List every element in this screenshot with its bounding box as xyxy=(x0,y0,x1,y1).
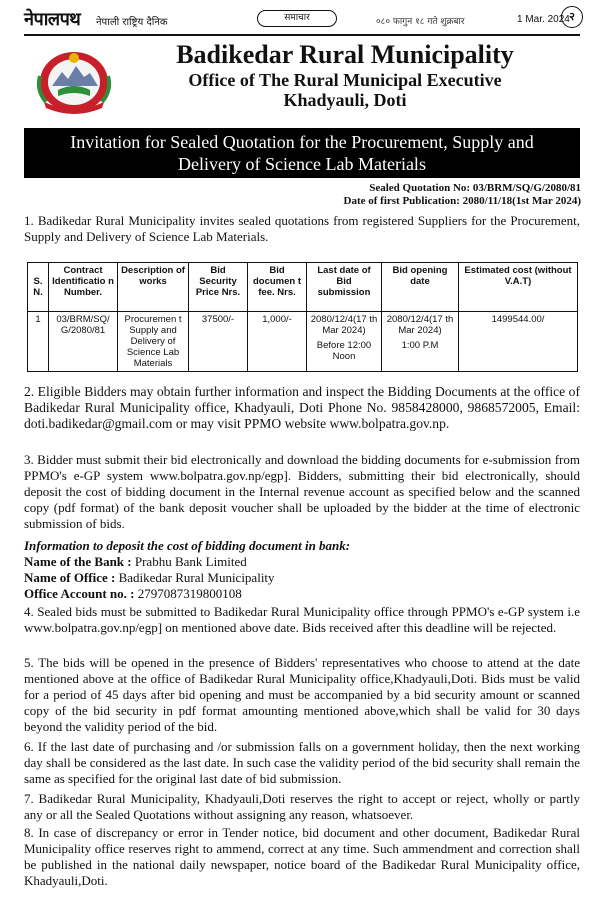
col-header-sn: S. N. xyxy=(28,263,49,312)
quotation-number: Sealed Quotation No: 03/BRM/SQ/G/2080/81 xyxy=(369,182,581,194)
issuer-heading xyxy=(120,40,570,110)
last-date-time: Before 12:00 Noon xyxy=(316,340,372,362)
col-header-estimate: Estimated cost (without V.A.T) xyxy=(459,263,578,312)
bank-name-label: Name of the Bank : xyxy=(24,554,135,569)
bank-name-value: Prabhu Bank Limited xyxy=(134,554,247,569)
col-header-doc-fee: Bid documen t fee. Nrs. xyxy=(248,263,307,312)
last-date-value: 2080/12/4(17 th Mar 2024) xyxy=(310,314,378,336)
paragraph-7: 7. Badikedar Rural Municipality, Khadyauli,Doti reserves the right to accept or reject, wholly or partly any or all the Sealed Quotations without assigning any reason, whatsoever. xyxy=(24,791,580,822)
table-row xyxy=(28,312,578,372)
nepal-emblem-icon xyxy=(32,46,116,116)
banner-line-2: Delivery of Science Lab Materials xyxy=(178,154,426,174)
paragraph-8: 8. In case of discrepancy or error in Tender notice, bid document and other document, Badikedar Rural Municipality office reserves right to ammend, correct at any time. Such ammendment and correction shall be published in the national daily newspaper, notice board of the Badikedar Rural Municipality office, Khadyauli,Doti. xyxy=(24,825,580,888)
opening-date-value: 2080/12/4(17 th Mar 2024) xyxy=(386,314,454,336)
bank-name-line xyxy=(24,554,580,570)
cell-security: 37500/- xyxy=(189,312,248,372)
account-value: 2797087319800108 xyxy=(137,586,242,601)
organization-name: Badikedar Rural Municipality xyxy=(176,40,514,69)
cell-estimate: 1499544.00/ xyxy=(459,312,578,372)
office-location: Khadyauli, Doti xyxy=(283,90,407,110)
col-header-bid-security: Bid Security Price Nrs. xyxy=(189,263,248,312)
col-header-last-date: Last date of Bid submission xyxy=(307,263,382,312)
office-name-line xyxy=(24,570,580,586)
first-publication-date: Date of first Publication: 2080/11/18(1st Mar 2024) xyxy=(343,195,581,207)
bank-info-heading: Information to deposit the cost of bidding document in bank: xyxy=(24,538,351,553)
cell-sn: 1 xyxy=(28,312,49,372)
account-label: Office Account no. : xyxy=(24,586,138,601)
bank-info xyxy=(24,538,580,602)
paragraph-3: 3. Bidder must submit their bid electronically and download the bidding documents for e-submission from PPMO's e-GP system www.bolpatra.gov.np/egp]. Bidders, submitting their bid electronically, should deposit the cost of bidding document in the Internal revenue account as specified below and the scanned copy (pdf format) of the bank deposit voucher shall be uploaded by the bidder at the time of electronic submission of bids. xyxy=(24,452,580,531)
newspaper-tagline: नेपाली राष्ट्रिय दैनिक xyxy=(96,17,168,28)
quotation-reference xyxy=(344,182,582,208)
page-number: २ xyxy=(561,6,583,28)
cell-description: Procuremen t Supply and Delivery of Science Lab Materials xyxy=(118,312,189,372)
notice-title-banner xyxy=(24,128,580,178)
paragraph-5: 5. The bids will be opened in the presence of Bidders' representatives who choose to attend at the date mentioned above at the office of Badikedar Rural Municipality office,Khadyauli,Doti. Bids must be valid for a period of 45 days after bid opening and must be accompanied by a bid security amount or scanned copy of the bid security in pdf format amounting mentioned above,which shall be valid for 30 days beyond the validity period of the bid. xyxy=(24,655,580,734)
cell-contract-id: 03/BRM/SQ/ G/2080/81 xyxy=(49,312,118,372)
table-header-row xyxy=(28,263,578,312)
tender-table xyxy=(27,262,578,372)
newspaper-masthead xyxy=(24,6,584,32)
col-header-description: Description of works xyxy=(118,263,189,312)
office-name: Office of The Rural Municipal Executive xyxy=(188,70,502,90)
col-header-contract-id: Contract Identificatio n Number. xyxy=(49,263,118,312)
opening-date-time: 1:00 P.M xyxy=(401,340,439,351)
cell-last-date xyxy=(307,312,382,372)
masthead-divider xyxy=(24,34,580,36)
paragraph-4: 4. Sealed bids must be submitted to Badikedar Rural Municipality office through PPMO's e-GP system i.e www.bolpatra.gov.np/egp] on mentioned above date. Bids received after this deadline will be rejected. xyxy=(24,604,580,635)
paragraph-6: 6. If the last date of purchasing and /or submission falls on a government holiday, then the next working day shall be considered as the last date. In such case the validity period of the bid security shall remain the same as specified for the original last date of bid submission. xyxy=(24,739,580,786)
office-name-label: Name of Office : xyxy=(24,570,119,585)
account-line xyxy=(24,586,580,602)
section-label: समाचार xyxy=(257,10,337,27)
cell-opening-date xyxy=(382,312,459,372)
office-name-value: Badikedar Rural Municipality xyxy=(118,570,275,585)
col-header-opening-date: Bid opening date xyxy=(382,263,459,312)
paragraph-1: 1. Badikedar Rural Municipality invites sealed quotations from registered Suppliers for the Procurement, Supply and Delivery of Science Lab Materials. xyxy=(24,213,580,244)
banner-line-1: Invitation for Sealed Quotation for the Procurement, Supply and xyxy=(70,132,534,152)
date-nepali: ०८० फागुन १८ गते शुक्रबार xyxy=(376,17,465,27)
paragraph-2: 2. Eligible Bidders may obtain further information and inspect the Bidding Documents at the office of Badikedar Rural Municipality office, Khadyauli, Doti Phone No. 9858428000, 9868572005, Email: doti.badikedar@gmail.com or may visit PPMO website www.bolpatra.gov.np. xyxy=(24,384,580,431)
cell-doc-fee: 1,000/- xyxy=(248,312,307,372)
newspaper-logo: नेपालपथ xyxy=(24,9,81,30)
date-english: 1 Mar. 2024 xyxy=(517,14,570,25)
